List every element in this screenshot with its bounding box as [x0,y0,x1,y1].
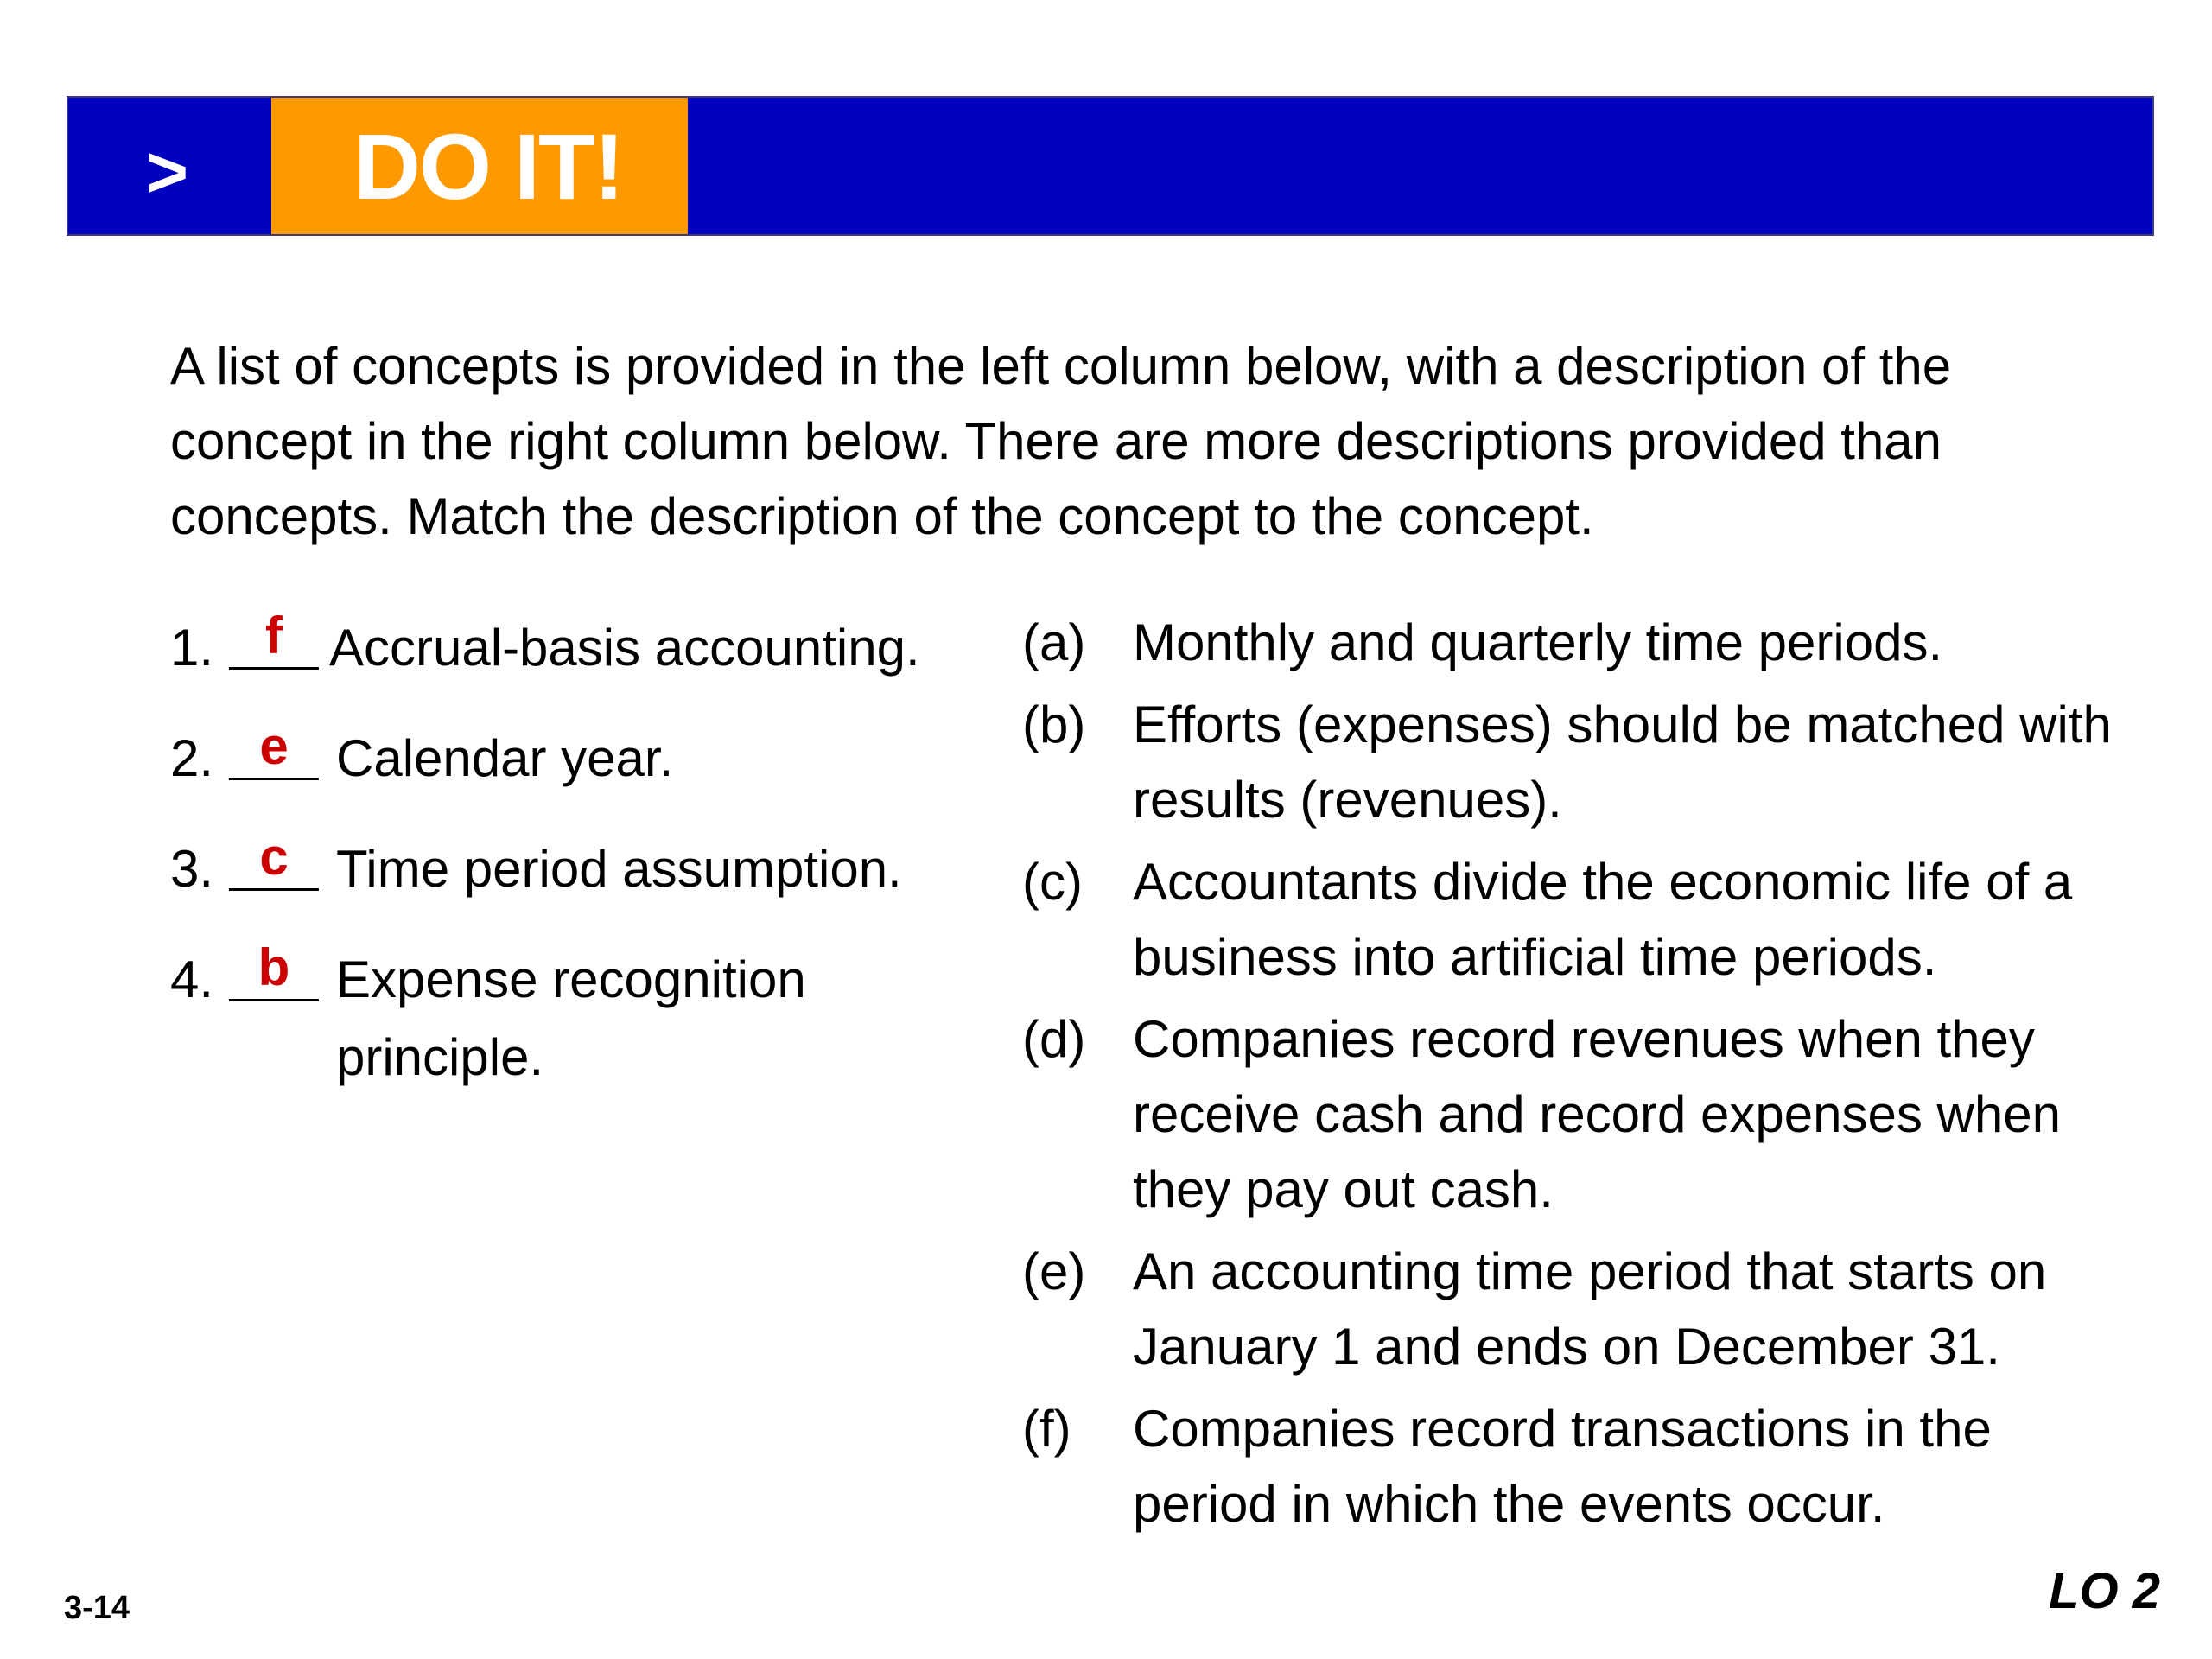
instructions-text: A list of concepts is provided in the left column below, with a description of the concept in the right column below. There are more descriptions provided than concepts. Match the description of the concept to the concept. [170,337,1952,545]
description-item [1022,844,2145,995]
answer-letter: b [257,938,290,996]
description-item [1022,1391,2145,1541]
concept-item [170,830,1034,941]
title-box [271,98,688,234]
concept-item [170,717,1034,830]
learning-objective-label: LO 2 [2049,1563,2160,1619]
description-letter: (f) [1022,1400,1071,1458]
description-item [1022,605,2145,680]
description-text: Monthly and quarterly time periods. [1133,613,1943,671]
concept-text: Time period assumption. [336,840,902,898]
concept-item [170,609,1034,720]
description-text: An accounting time period that starts on January 1 and ends on December 31. [1133,1243,2047,1376]
answer-blank [229,938,319,1019]
concept-number: 1. [170,619,214,677]
page-title: DO IT! [353,113,623,219]
concept-text: Expense recognition principle. [336,950,806,1086]
description-item [1022,687,2145,837]
header-banner [67,96,2154,236]
concept-list [170,609,1034,1131]
description-text: Companies record transactions in the period in which the events occur. [1133,1400,1992,1533]
description-letter: (a) [1022,613,1086,671]
concept-number: 3. [170,840,214,898]
answer-letter: f [265,607,283,664]
concept-number: 4. [170,950,214,1008]
answer-letter: e [259,717,289,775]
description-letter: (c) [1022,853,1083,911]
concept-text: Calendar year. [336,729,674,787]
answer-blank [229,830,319,908]
arrow-icon: > [146,130,189,213]
description-letter: (b) [1022,696,1086,753]
description-item [1022,1234,2145,1384]
description-text: Companies record revenues when they receive cash and record expenses when they pay out cash. [1133,1010,2061,1218]
answer-letter: c [259,828,289,886]
concept-number: 2. [170,729,214,787]
description-item [1022,1001,2145,1227]
description-text: Accountants divide the economic life of a business into artificial time periods. [1133,853,2073,986]
answer-blank [229,717,319,798]
description-list [1022,605,2145,1548]
slide-number: 3-14 [64,1590,130,1626]
concept-item [170,938,1034,1131]
concept-text: Accrual-basis accounting. [329,619,920,677]
description-letter: (d) [1022,1010,1086,1068]
answer-blank [229,609,319,687]
description-letter: (e) [1022,1243,1086,1300]
description-text: Efforts (expenses) should be matched with results (revenues). [1133,696,2112,829]
